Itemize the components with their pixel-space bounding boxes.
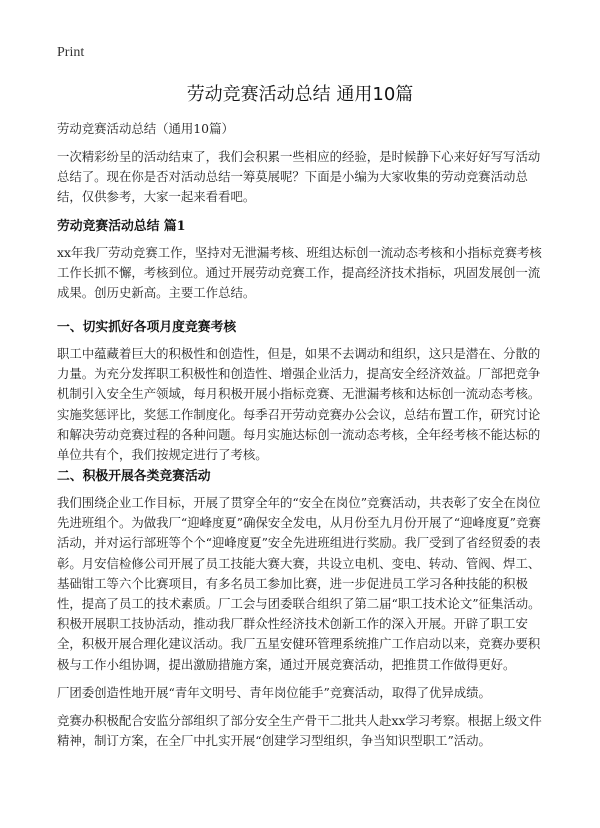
section1-paragraph: 职工中蕴藏着巨大的积极性和创造性，但是，如果不去调动和组织，这只是潜在、分散的力量。为充分发挥职工积极性和创造性、增强企业活力，提高安全经济效益。厂部把竞争机制引入安全生产领域，每月积极开展小指标竞赛、无泄漏考核和达标创一流动态考核。实施奖惩评比，奖惩工作制度化。每季召开劳动竞赛办公会议，总结布置工作，研究讨论和解决劳动竞赛过程的各种问题。每月实施达标创一流动态考核，全年经考核不能达标的单位共有个，我们按规定进行了考核。 xyxy=(57,346,541,463)
final-paragraph: 竞赛办积极配合安监分部组织了部分安全生产骨干二批共人赴xx学习考察。根据上级文件精神，制订方案，在全厂中扎实开展“创建学习型组织，争当知识型职工”活动。 xyxy=(57,713,542,749)
document-subtitle: 劳动竞赛活动总结（通用10篇） xyxy=(57,121,234,136)
section2-paragraph: 我们围绕企业工作目标，开展了贯穿全年的“安全在岗位”竞赛活动，共表彰了安全在岗位先进班组个。为做我厂“迎峰度夏”确保安全发电，从月份至九月份开展了“迎峰度夏”竞赛活动，并对运行部班等个个“迎峰度夏”安全先进班组进行奖励。我厂受到了省经贸委的表彰。月安信检修公司开展了员工技能大赛大赛，共设立电机、变电、转动、管阀、焊工、基础钳工等六个比赛项目，有多名员工参加比赛，进一步促进员工学习各种技能的积极性，提高了员工的技术素质。厂工会与团委联合组织了第二届“职工技术论文”征集活动。积极开展职工技协活动，推动我厂群众性经济技术创新工作的深入开展。开辟了职工安全，积极开展合理化建议活动。我厂五星安健环管理系统推广工作启动以来，竞赛办要积极与工作小组协调，提出激励措施方案，通过开展竞赛活动，把推贯工作做得更好。 xyxy=(57,495,541,672)
piece-heading: 劳动竞赛活动总结 篇1 xyxy=(57,219,186,234)
piece-intro-paragraph: xx年我厂劳动竞赛工作，坚持对无泄漏考核、班组达标创一流动态考核和小指标竞赛考核工作长抓不懈，考核到位。通过开展劳动竞赛工作，提高经济技术指标，巩固发展创一流成果。创历史新高。主要工作总结。 xyxy=(57,245,542,301)
youth-paragraph: 厂团委创造性地开展“青年文明号、青年岗位能手”竞赛活动，取得了优异成绩。 xyxy=(57,685,491,700)
section1-heading: 一、切实抓好各项月度竞赛考核 xyxy=(57,320,237,335)
intro-paragraph: 一次精彩纷呈的活动结束了，我们会积累一些相应的经验，是时候静下心来好好写写活动总结了。现在你是否对活动总结一筹莫展呢？下面是小编为大家收集的劳动竞赛活动总结，仅供参考，大家一起来看看吧。 xyxy=(57,149,541,205)
print-link[interactable]: Print xyxy=(57,45,85,60)
section2-heading: 二、积极开展各类竞赛活动 xyxy=(57,469,211,484)
page-title: 劳动竞赛活动总结 通用10篇 xyxy=(186,84,414,105)
